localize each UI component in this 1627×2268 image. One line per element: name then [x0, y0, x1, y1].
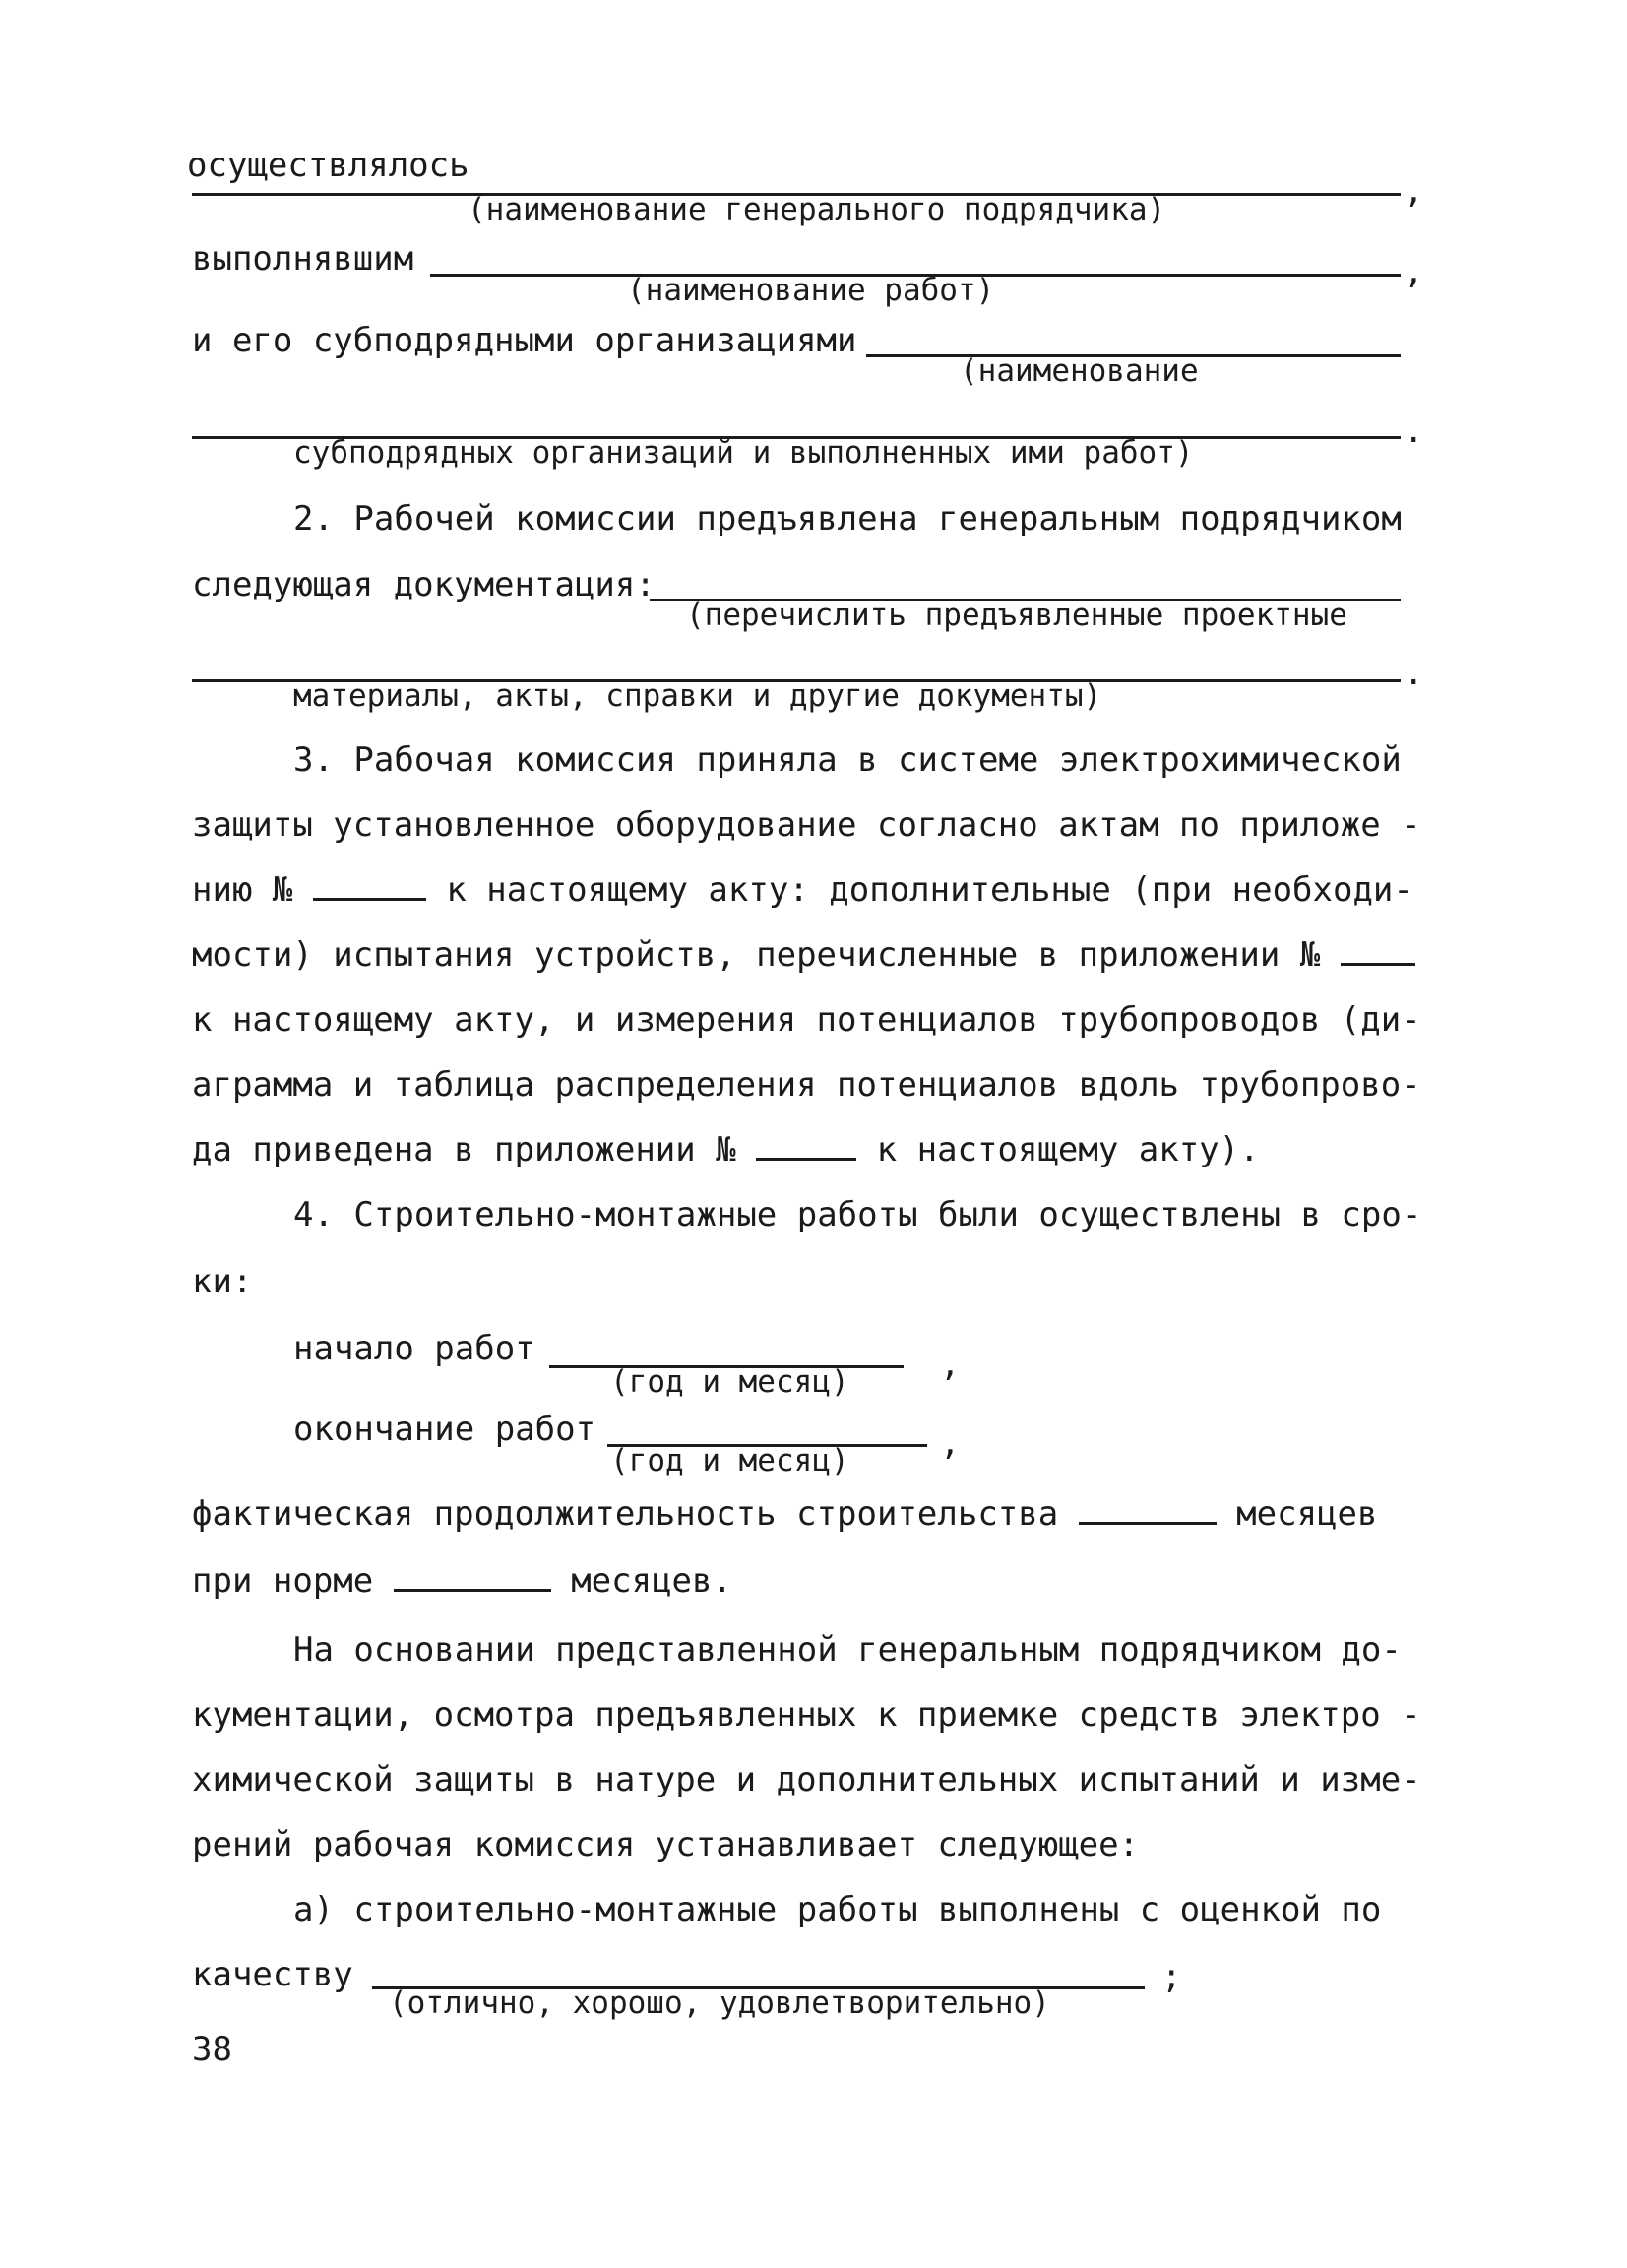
section-3-line-6: аграмма и таблица распределения потенциалов вдоль трубопрово- [192, 1065, 1421, 1104]
section-3-line-3 [192, 870, 1413, 910]
start-label: начало работ [293, 1329, 535, 1368]
norm-duration-line [192, 1561, 732, 1601]
actual-duration-unit: месяцев [1236, 1494, 1378, 1534]
norm-duration-unit: месяцев. [571, 1561, 732, 1601]
start-date-caption: (год и месяц) [610, 1364, 849, 1400]
section-3-line-5: к настоящему акту, и измерения потенциалов трубопроводов (ди- [192, 1000, 1421, 1040]
end-label: окончание работ [293, 1410, 596, 1449]
section-3-line-7-start: да приведена в приложении № [192, 1130, 736, 1169]
section-3-line-3-start: нию № [192, 870, 293, 910]
section-3-line-1: 3. Рабочая комиссия приняла в системе электрохимической [293, 740, 1402, 780]
general-contractor-caption: (наименование генерального подрядчика) [468, 192, 1166, 227]
section-2-lead: следующая документация: [192, 565, 656, 604]
documentation-caption-2: материалы, акты, справки и другие документы) [293, 678, 1102, 714]
actual-duration-line [192, 1494, 1377, 1534]
section-3-line-2: защиты установленное оборудование согласно актам по приложе - [192, 805, 1421, 845]
appendix-number-blank-3[interactable] [756, 1157, 856, 1161]
section-3-line-4-text: мости) испытания устройств, перечисленные в приложении № [192, 935, 1321, 975]
conclusion-line-2: кументации, осмотра предъявленных к приемке средств электро - [192, 1695, 1421, 1734]
appendix-number-blank-1[interactable] [313, 897, 426, 901]
subcontractors-caption-2: субподрядных организаций и выполненных ими работ) [293, 435, 1194, 471]
norm-duration-label: при норме [192, 1561, 374, 1601]
works-caption: (наименование работ) [627, 273, 995, 308]
quality-label: качеству [192, 1955, 353, 1994]
section-3-line-4 [192, 935, 1415, 975]
page-number: 38 [192, 2030, 232, 2069]
actual-duration-label: фактическая продолжительность строительства [192, 1494, 1059, 1534]
end-comma: , [940, 1423, 961, 1463]
general-contractor-lead: осуществлялось [187, 146, 469, 185]
conclusion-line-1: На основании представленной генеральным подрядчиком до- [293, 1630, 1402, 1670]
general-contractor-end: , [1404, 171, 1424, 211]
section-2-line-1: 2. Рабочей комиссии предъявлена генеральным подрядчиком [293, 499, 1402, 538]
subcontractors-caption-1: (наименование [960, 353, 1199, 389]
section-3-line-7 [192, 1130, 1260, 1169]
start-comma: , [940, 1345, 961, 1384]
subcontractors-lead: и его субподрядными организациями [192, 321, 857, 360]
works-end: , [1404, 252, 1424, 291]
documentation-caption-1: (перечислить предъявленные проектные [686, 598, 1347, 633]
end-date-caption: (год и месяц) [610, 1443, 849, 1479]
section-3-line-7-end: к настоящему акту). [876, 1130, 1260, 1169]
conclusion-line-3: химической защиты в натуре и дополнительных испытаний и изме- [192, 1760, 1421, 1799]
quality-caption: (отлично, хорошо, удовлетворительно) [389, 1985, 1050, 2021]
actual-duration-blank[interactable] [1079, 1521, 1217, 1525]
quality-end: ; [1161, 1957, 1182, 1996]
section-4-line-1: 4. Строительно-монтажные работы были осуществлены в сро- [293, 1195, 1422, 1234]
conclusion-line-4: рений рабочая комиссия устанавливает следующее: [192, 1825, 1140, 1864]
section-3-line-3-end: к настоящему акту: дополнительные (при необходи- [446, 870, 1413, 910]
section-4-line-2: ки: [192, 1262, 253, 1301]
appendix-number-blank-2[interactable] [1341, 962, 1415, 966]
subcontractors-end: . [1404, 411, 1424, 451]
works-lead: выполнявшим [192, 239, 414, 279]
conclusion-item-a: а) строительно-монтажные работы выполнены с оценкой по [293, 1890, 1382, 1929]
norm-duration-blank[interactable] [394, 1588, 551, 1592]
section-2-end: . [1404, 654, 1424, 693]
